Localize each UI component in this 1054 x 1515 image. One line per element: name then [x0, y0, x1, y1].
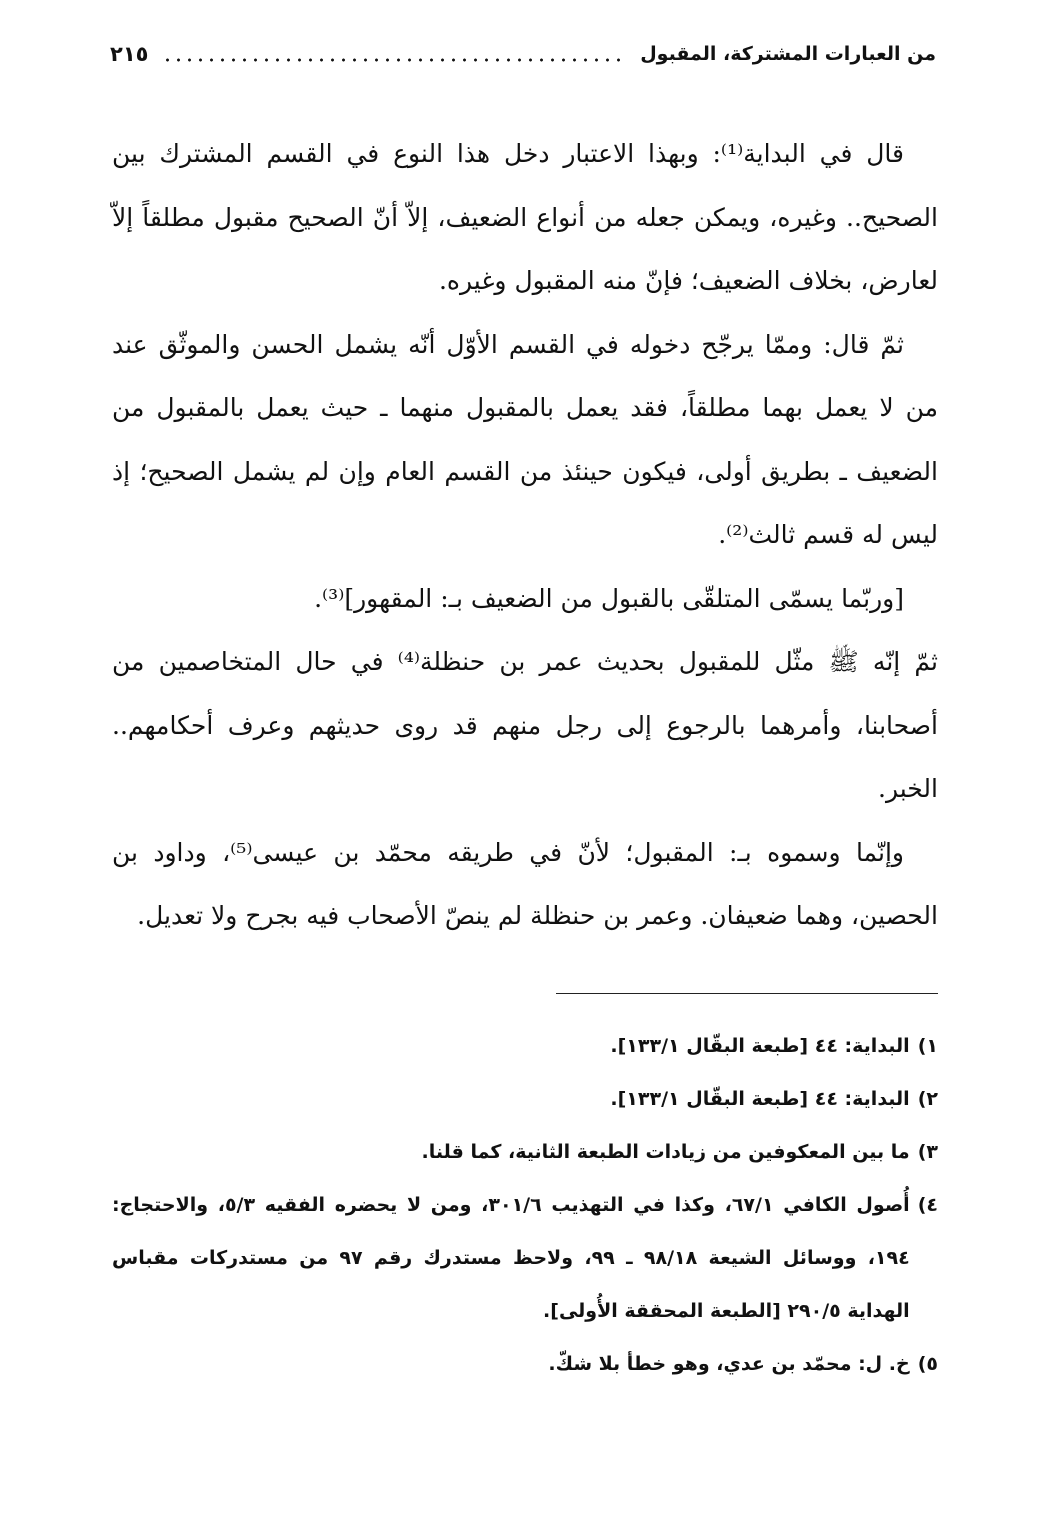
footnote [112, 1338, 938, 1391]
paragraph: ثمّ إنّه ﷺ مثّل للمقبول بحديث عمر بن حنظلة⁽⁴⁾ في حال المتخاصمين من أصحابنا، وأمرهما بالرجوع إلى رجل منهم قد روى حديثهم وعرف أحكامهم.. الخبر. [112, 647, 938, 803]
footnotes [112, 1020, 938, 1391]
footnote-text: خ. ل: محمّد بن عدي، وهو خطأ بلا شكّ. [548, 1353, 910, 1375]
footnote [112, 1126, 938, 1179]
footnote-text: البداية: ٤٤ [طبعة البقّال ١٣٣/١]. [610, 1035, 910, 1057]
footnote-number: ٣) [917, 1141, 938, 1163]
page-number: ٢١٥ [110, 42, 149, 66]
paragraph: قال في البداية⁽¹⁾: وبهذا الاعتبار دخل هذا النوع في القسم المشترك بين الصحيح.. وغيره، ويمكن جعله من أنواع الضعيف، إلاّ أنّ الصحيح مقبول مطلقاً إلاّ لعارض، بخلاف الضعيف؛ فإنّ منه المقبول وغيره. [112, 139, 938, 295]
footnote [112, 1179, 938, 1338]
leader-dots [162, 58, 626, 62]
footnote-number: ٥) [917, 1353, 938, 1375]
header-title: من العبارات المشتركة، المقبول [640, 43, 936, 65]
paragraph: ثمّ قال: وممّا يرجّح دخوله في القسم الأوّل أنّه يشمل الحسن والموثّق عند من لا يعمل بهما مطلقاً، فقد يعمل بالمقبول منهما ـ حيث يعمل بالمقبول من الضعيف ـ بطريق أولى، فيكون حينئذ من القسم العام وإن لم يشمل الصحيح؛ إذ ليس له قسم ثالث⁽²⁾. [112, 329, 938, 549]
footnote-text: البداية: ٤٤ [طبعة البقّال ١٣٣/١]. [610, 1088, 910, 1110]
footnote-number: ٢) [917, 1088, 938, 1110]
paragraph: [وربّما يسمّى المتلقّى بالقبول من الضعيف بـ: المقهور]⁽³⁾. [314, 583, 904, 613]
footnote [112, 1073, 938, 1126]
footnote-number: ١) [917, 1035, 938, 1057]
footnote-text: ما بين المعكوفين من زيادات الطبعة الثانية، كما قلنا. [421, 1141, 910, 1163]
footnote-text: أُصول الكافي ٦٧/١، وكذا في التهذيب ٣٠١/٦، ومن لا يحضره الفقيه ٥/٣، والاحتجاج: ١٩٤، ووسائل الشيعة ٩٨/١٨ ـ ٩٩، ولاحظ مستدرك رقم ٩٧ من مستدركات مقباس الهداية ٢٩٠/٥ [الطبعة المحققة الأُولى]. [112, 1194, 910, 1322]
footnote [112, 1020, 938, 1073]
paragraph: وإنّما وسموه بـ: المقبول؛ لأنّ في طريقه محمّد بن عيسى⁽⁵⁾، وداود بن الحصين، وهما ضعيفان. وعمر بن حنظلة لم ينصّ الأصحاب فيه بجرح ولا تعديل. [112, 837, 938, 930]
footnote-number: ٤) [917, 1194, 938, 1216]
footnote-separator [556, 993, 938, 994]
main-text [112, 122, 938, 948]
running-header [110, 34, 936, 74]
